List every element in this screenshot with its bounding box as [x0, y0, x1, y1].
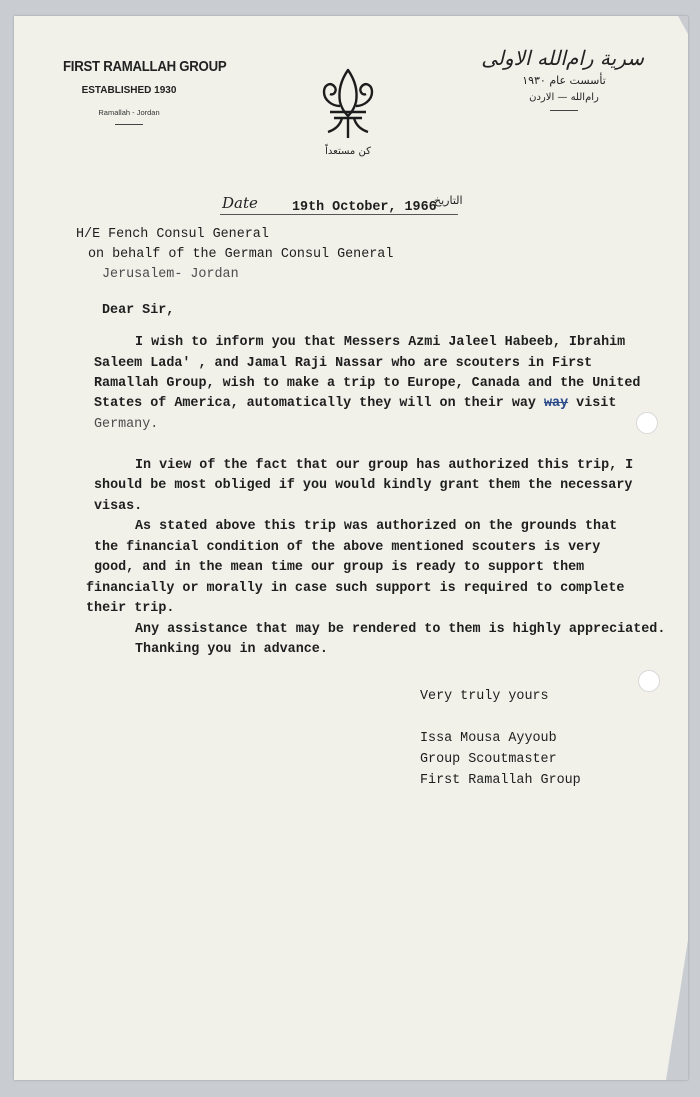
p3-line-2: the financial condition of the above mentioned scouters is very [94, 540, 601, 555]
p4-line: Any assistance that may be rendered to them is highly appreciated. [135, 622, 666, 637]
p3-line-5: their trip. [86, 601, 175, 616]
struck-word: way [544, 396, 569, 411]
signatory-org: First Ramallah Group [420, 773, 581, 788]
salutation: Dear Sir, [102, 303, 175, 318]
org-name-en: FIRST RAMALLAH GROUP [63, 58, 227, 75]
established-en: ESTABLISHED 1930 [81, 85, 177, 96]
letterhead-arabic [481, 46, 644, 111]
p2-line-3: visas. [94, 499, 143, 514]
valediction: Very truly yours [420, 689, 549, 704]
letterhead-rule [115, 124, 143, 125]
paper-tear [678, 16, 688, 34]
paper-corner-tear [666, 940, 688, 1080]
fleur-de-lis-icon [316, 66, 380, 142]
recipient-line-3: Jerusalem- Jordan [102, 267, 239, 282]
p5-line: Thanking you in advance. [135, 642, 328, 657]
letterhead-english [54, 58, 227, 125]
p3-line-1: As stated above this trip was authorized on the grounds that [135, 519, 618, 534]
location-ar: رام‌الله — الاردن [529, 92, 599, 103]
punch-hole-bottom [638, 670, 660, 692]
letterhead-ar-rule [550, 110, 578, 111]
p3-line-3: good, and in the mean time our group is ready to support them [94, 560, 585, 575]
p2-line-2: should be most obliged if you would kindly grant them the necessary [94, 478, 633, 493]
recipient-line-2: on behalf of the German Consul General [88, 247, 394, 262]
p1-line-3: Ramallah Group, wish to make a trip to Europe, Canada and the United [94, 376, 641, 391]
punch-hole-top [636, 412, 658, 434]
date-label: Date [222, 194, 258, 212]
date-label-ar: التاريخ [434, 194, 463, 207]
p1-line-2: Saleem Lada' , and Jamal Raji Nassar who are scouters in First [94, 356, 593, 371]
date-value: 19th October, 1966 [292, 200, 437, 215]
p1-line-4: States of America, automatically they will on their way way visit [94, 396, 617, 411]
established-ar: تأسست عام ١٩٣٠ [522, 74, 606, 87]
p2-line-1: In view of the fact that our group has authorized this trip, I [135, 458, 634, 473]
recipient-line-1: H/E Fench Consul General [76, 227, 269, 242]
org-name-ar: سرية رام‌الله الاولى [481, 46, 644, 70]
motto-ar: كن مستعداً [325, 146, 371, 157]
letter-page [14, 16, 688, 1080]
signatory-title: Group Scoutmaster [420, 752, 557, 767]
p1-line-5: Germany. [94, 417, 159, 432]
p3-line-4: financially or morally in case such support is required to complete [86, 581, 625, 596]
p1-line-1: I wish to inform you that Messers Azmi Jaleel Habeeb, Ibrahim [135, 335, 626, 350]
signatory-name: Issa Mousa Ayyoub [420, 731, 557, 746]
location-en: Ramallah - Jordan [98, 108, 160, 117]
